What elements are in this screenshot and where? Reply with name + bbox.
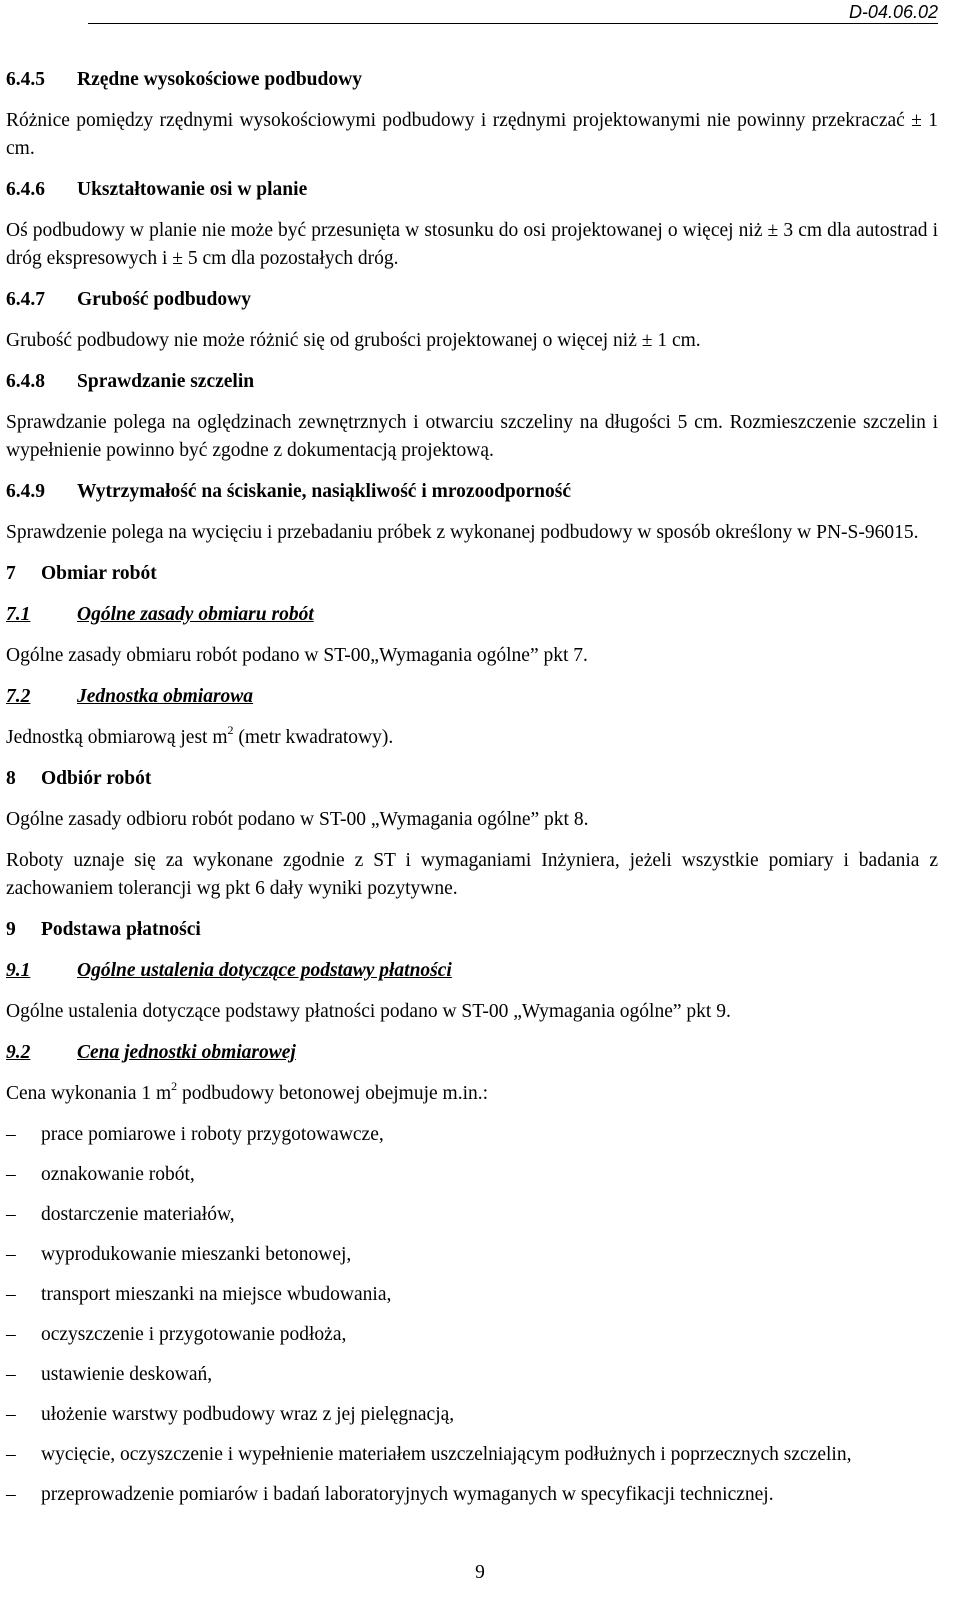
chapter-heading [6, 560, 938, 588]
section-heading [6, 478, 938, 506]
list-item [6, 1201, 938, 1229]
paragraph: Oś podbudowy w planie nie może być przesunięta w stosunku do osi projektowanej o więcej niż ± 3 cm dla autostrad i dróg ekspresowych i ± 5 cm dla pozostałych dróg. [6, 220, 938, 269]
page-number: 9 [475, 1562, 485, 1583]
price-text-tail: podbudowy betonowej obejmuje m.in.: [177, 1083, 489, 1104]
paragraph: Sprawdzanie polega na oględzinach zewnętrznych i otwarciu szczeliny na długości 5 cm. Rozmieszczenie szczelin i wypełnienie powinno być zgodne z dokumentacją projektową. [6, 412, 938, 461]
price-text: Cena wykonania 1 m [6, 1083, 172, 1104]
subsection-title: Ogólne zasady obmiaru robót [77, 604, 314, 625]
paragraph: Sprawdzenie polega na wycięciu i przebadaniu próbek z wykonanej podbudowy w sposób określony w PN-S-96015. [6, 522, 919, 543]
dash-bullet: – [6, 1204, 16, 1225]
list-item-text: przeprowadzenie pomiarów i badań laboratoryjnych wymaganych w specyfikacji technicznej. [41, 1484, 774, 1505]
dash-bullet: – [6, 1124, 16, 1145]
subsection-heading [6, 957, 938, 985]
list-item [6, 1161, 938, 1189]
unit-superscript: 2 [227, 722, 234, 737]
chapter-number: 9 [6, 919, 16, 940]
section-title: Ukształtowanie osi w planie [77, 179, 308, 200]
dash-bullet: – [6, 1244, 16, 1265]
paragraph: Grubość podbudowy nie może różnić się od grubości projektowanej o więcej niż ± 1 cm. [6, 330, 701, 351]
subsection-heading [6, 683, 938, 711]
section-heading [6, 286, 938, 314]
section-title: Rzędne wysokościowe podbudowy [77, 69, 362, 90]
section-number: 6.4.5 [6, 69, 45, 90]
document-body [6, 66, 938, 1521]
unit-text-tail: (metr kwadratowy). [233, 727, 394, 748]
dash-bullet: – [6, 1364, 16, 1385]
dash-bullet: – [6, 1404, 16, 1425]
dash-bullet: – [6, 1324, 16, 1345]
list-item [6, 1401, 938, 1429]
subsection-title: Jednostka obmiarowa [77, 686, 254, 707]
subsection-number: 9.1 [6, 960, 31, 981]
list-item-text: ustawienie deskowań, [41, 1364, 213, 1385]
list-item-text: wyprodukowanie mieszanki betonowej, [41, 1244, 352, 1265]
list-item-text: oczyszczenie i przygotowanie podłoża, [41, 1324, 347, 1345]
dash-bullet: – [6, 1284, 16, 1305]
paragraph: Ogólne zasady odbioru robót podano w ST-00 „Wymagania ogólne” pkt 8. [6, 809, 589, 830]
list-item-text: wycięcie, oczyszczenie i wypełnienie materiałem uszczelniającym podłużnych i poprzecznych szczelin, [41, 1444, 852, 1465]
dash-bullet: – [6, 1164, 16, 1185]
subsection-number: 9.2 [6, 1042, 31, 1063]
subsection-heading [6, 1039, 938, 1067]
dash-bullet: – [6, 1484, 16, 1505]
list-item [6, 1321, 938, 1349]
section-number: 6.4.7 [6, 289, 45, 310]
paragraph: Ogólne ustalenia dotyczące podstawy płatności podano w ST-00 „Wymagania ogólne” pkt 9. [6, 1001, 731, 1022]
section-number: 6.4.8 [6, 371, 45, 392]
page-header [0, 0, 960, 28]
list-item [6, 1361, 938, 1389]
section-number: 6.4.6 [6, 179, 45, 200]
paragraph [6, 724, 938, 752]
subsection-heading [6, 601, 938, 629]
list-item-text: oznakowanie robót, [41, 1164, 195, 1185]
section-title: Sprawdzanie szczelin [77, 371, 255, 392]
subsection-title: Ogólne ustalenia dotyczące podstawy płatności [77, 960, 452, 981]
chapter-heading [6, 765, 938, 793]
price-superscript: 2 [171, 1078, 178, 1093]
chapter-number: 7 [6, 563, 16, 584]
list-item [6, 1281, 938, 1309]
chapter-number: 8 [6, 768, 16, 789]
chapter-title: Odbiór robót [41, 768, 152, 789]
section-heading [6, 368, 938, 396]
subsection-number: 7.1 [6, 604, 31, 625]
section-title: Grubość podbudowy [77, 289, 251, 310]
section-heading [6, 66, 938, 94]
header-rule [88, 23, 938, 24]
cost-items-list [6, 1121, 938, 1509]
list-item-text: prace pomiarowe i roboty przygotowawcze, [41, 1124, 384, 1145]
list-item [6, 1481, 938, 1509]
section-heading [6, 176, 938, 204]
list-item [6, 1241, 938, 1269]
paragraph [6, 1080, 938, 1108]
list-item [6, 1441, 938, 1469]
paragraph: Roboty uznaje się za wykonane zgodnie z ST i wymaganiami Inżyniera, jeżeli wszystkie pomiary i badania z zachowaniem tolerancji wg pkt 6 dały wyniki pozytywne. [6, 850, 938, 899]
list-item-text: transport mieszanki na miejsce wbudowania, [41, 1284, 392, 1305]
chapter-title: Podstawa płatności [41, 919, 201, 940]
section-title: Wytrzymałość na ściskanie, nasiąkliwość i mrozoodporność [77, 481, 572, 502]
subsection-title: Cena jednostki obmiarowej [77, 1042, 296, 1063]
paragraph: Różnice pomiędzy rzędnymi wysokościowymi podbudowy i rzędnymi projektowanymi nie powinny przekraczać ± 1 cm. [6, 110, 938, 159]
list-item-text: ułożenie warstwy podbudowy wraz z jej pielęgnacją, [41, 1404, 455, 1425]
subsection-number: 7.2 [6, 686, 31, 707]
paragraph: Ogólne zasady obmiaru robót podano w ST-00„Wymagania ogólne” pkt 7. [6, 645, 588, 666]
chapter-heading [6, 916, 938, 944]
section-number: 6.4.9 [6, 481, 45, 502]
document-code: D-04.06.02 [848, 2, 938, 22]
list-item-text: dostarczenie materiałów, [41, 1204, 235, 1225]
dash-bullet: – [6, 1444, 16, 1465]
unit-text: Jednostką obmiarową jest m [6, 727, 228, 748]
list-item [6, 1121, 938, 1149]
chapter-title: Obmiar robót [41, 563, 157, 584]
